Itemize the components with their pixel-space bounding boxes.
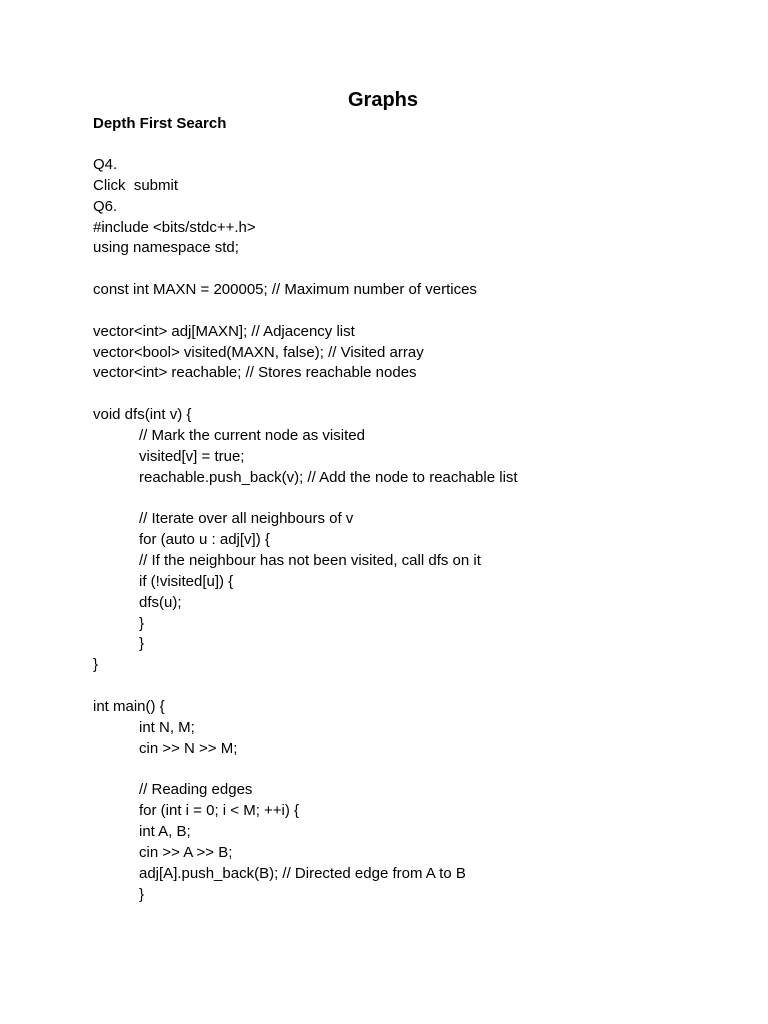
code-line: #include <bits/stdc++.h>	[93, 218, 256, 236]
code-line: cin >> N >> M;	[139, 739, 238, 757]
code-line: for (int i = 0; i < M; ++i) {	[139, 802, 300, 820]
code-line: adj[A].push_back(B); // Directed edge from A to B	[139, 864, 466, 882]
code-line: cin >> A >> B;	[139, 843, 233, 861]
text-line: Click submit	[93, 176, 179, 194]
code-line: }	[139, 614, 145, 632]
code-line: for (auto u : adj[v]) {	[139, 531, 270, 549]
code-line: dfs(u);	[139, 593, 182, 611]
code-line: void dfs(int v) {	[93, 406, 192, 424]
blank-line	[93, 301, 733, 322]
text-line: Q6.	[93, 197, 118, 215]
blank-line	[93, 259, 733, 280]
section-heading: Depth First Search	[93, 115, 227, 132]
code-line: int A, B;	[139, 823, 191, 840]
code-line: }	[93, 656, 99, 674]
code-line: }	[139, 885, 145, 903]
document-body	[93, 155, 733, 905]
code-line: // Iterate over all neighbours of v	[139, 510, 354, 528]
code-line: if (!visited[u]) {	[139, 572, 234, 590]
code-line: using namespace std;	[93, 239, 239, 257]
code-line: vector<bool> visited(MAXN, false); // Visited array	[93, 343, 424, 361]
code-line: vector<int> reachable; // Stores reachable nodes	[93, 364, 417, 382]
blank-line	[93, 489, 733, 510]
code-line: // Mark the current node as visited	[139, 426, 365, 444]
code-line: const int MAXN = 200005; // Maximum number of vertices	[93, 281, 477, 299]
code-line: int main() {	[93, 697, 165, 715]
code-line: }	[139, 635, 145, 653]
blank-line	[93, 759, 733, 780]
blank-line	[93, 384, 733, 405]
code-line: reachable.push_back(v); // Add the node to reachable list	[139, 468, 518, 486]
page-title: Graphs	[347, 89, 419, 111]
blank-line	[93, 676, 733, 697]
code-line: // If the neighbour has not been visited, call dfs on it	[139, 552, 481, 570]
text-line: Q4.	[93, 156, 118, 173]
code-line: visited[v] = true;	[139, 447, 245, 465]
code-line: vector<int> adj[MAXN]; // Adjacency list	[93, 322, 355, 340]
code-line: int N, M;	[139, 718, 195, 736]
code-line: // Reading edges	[139, 781, 253, 799]
